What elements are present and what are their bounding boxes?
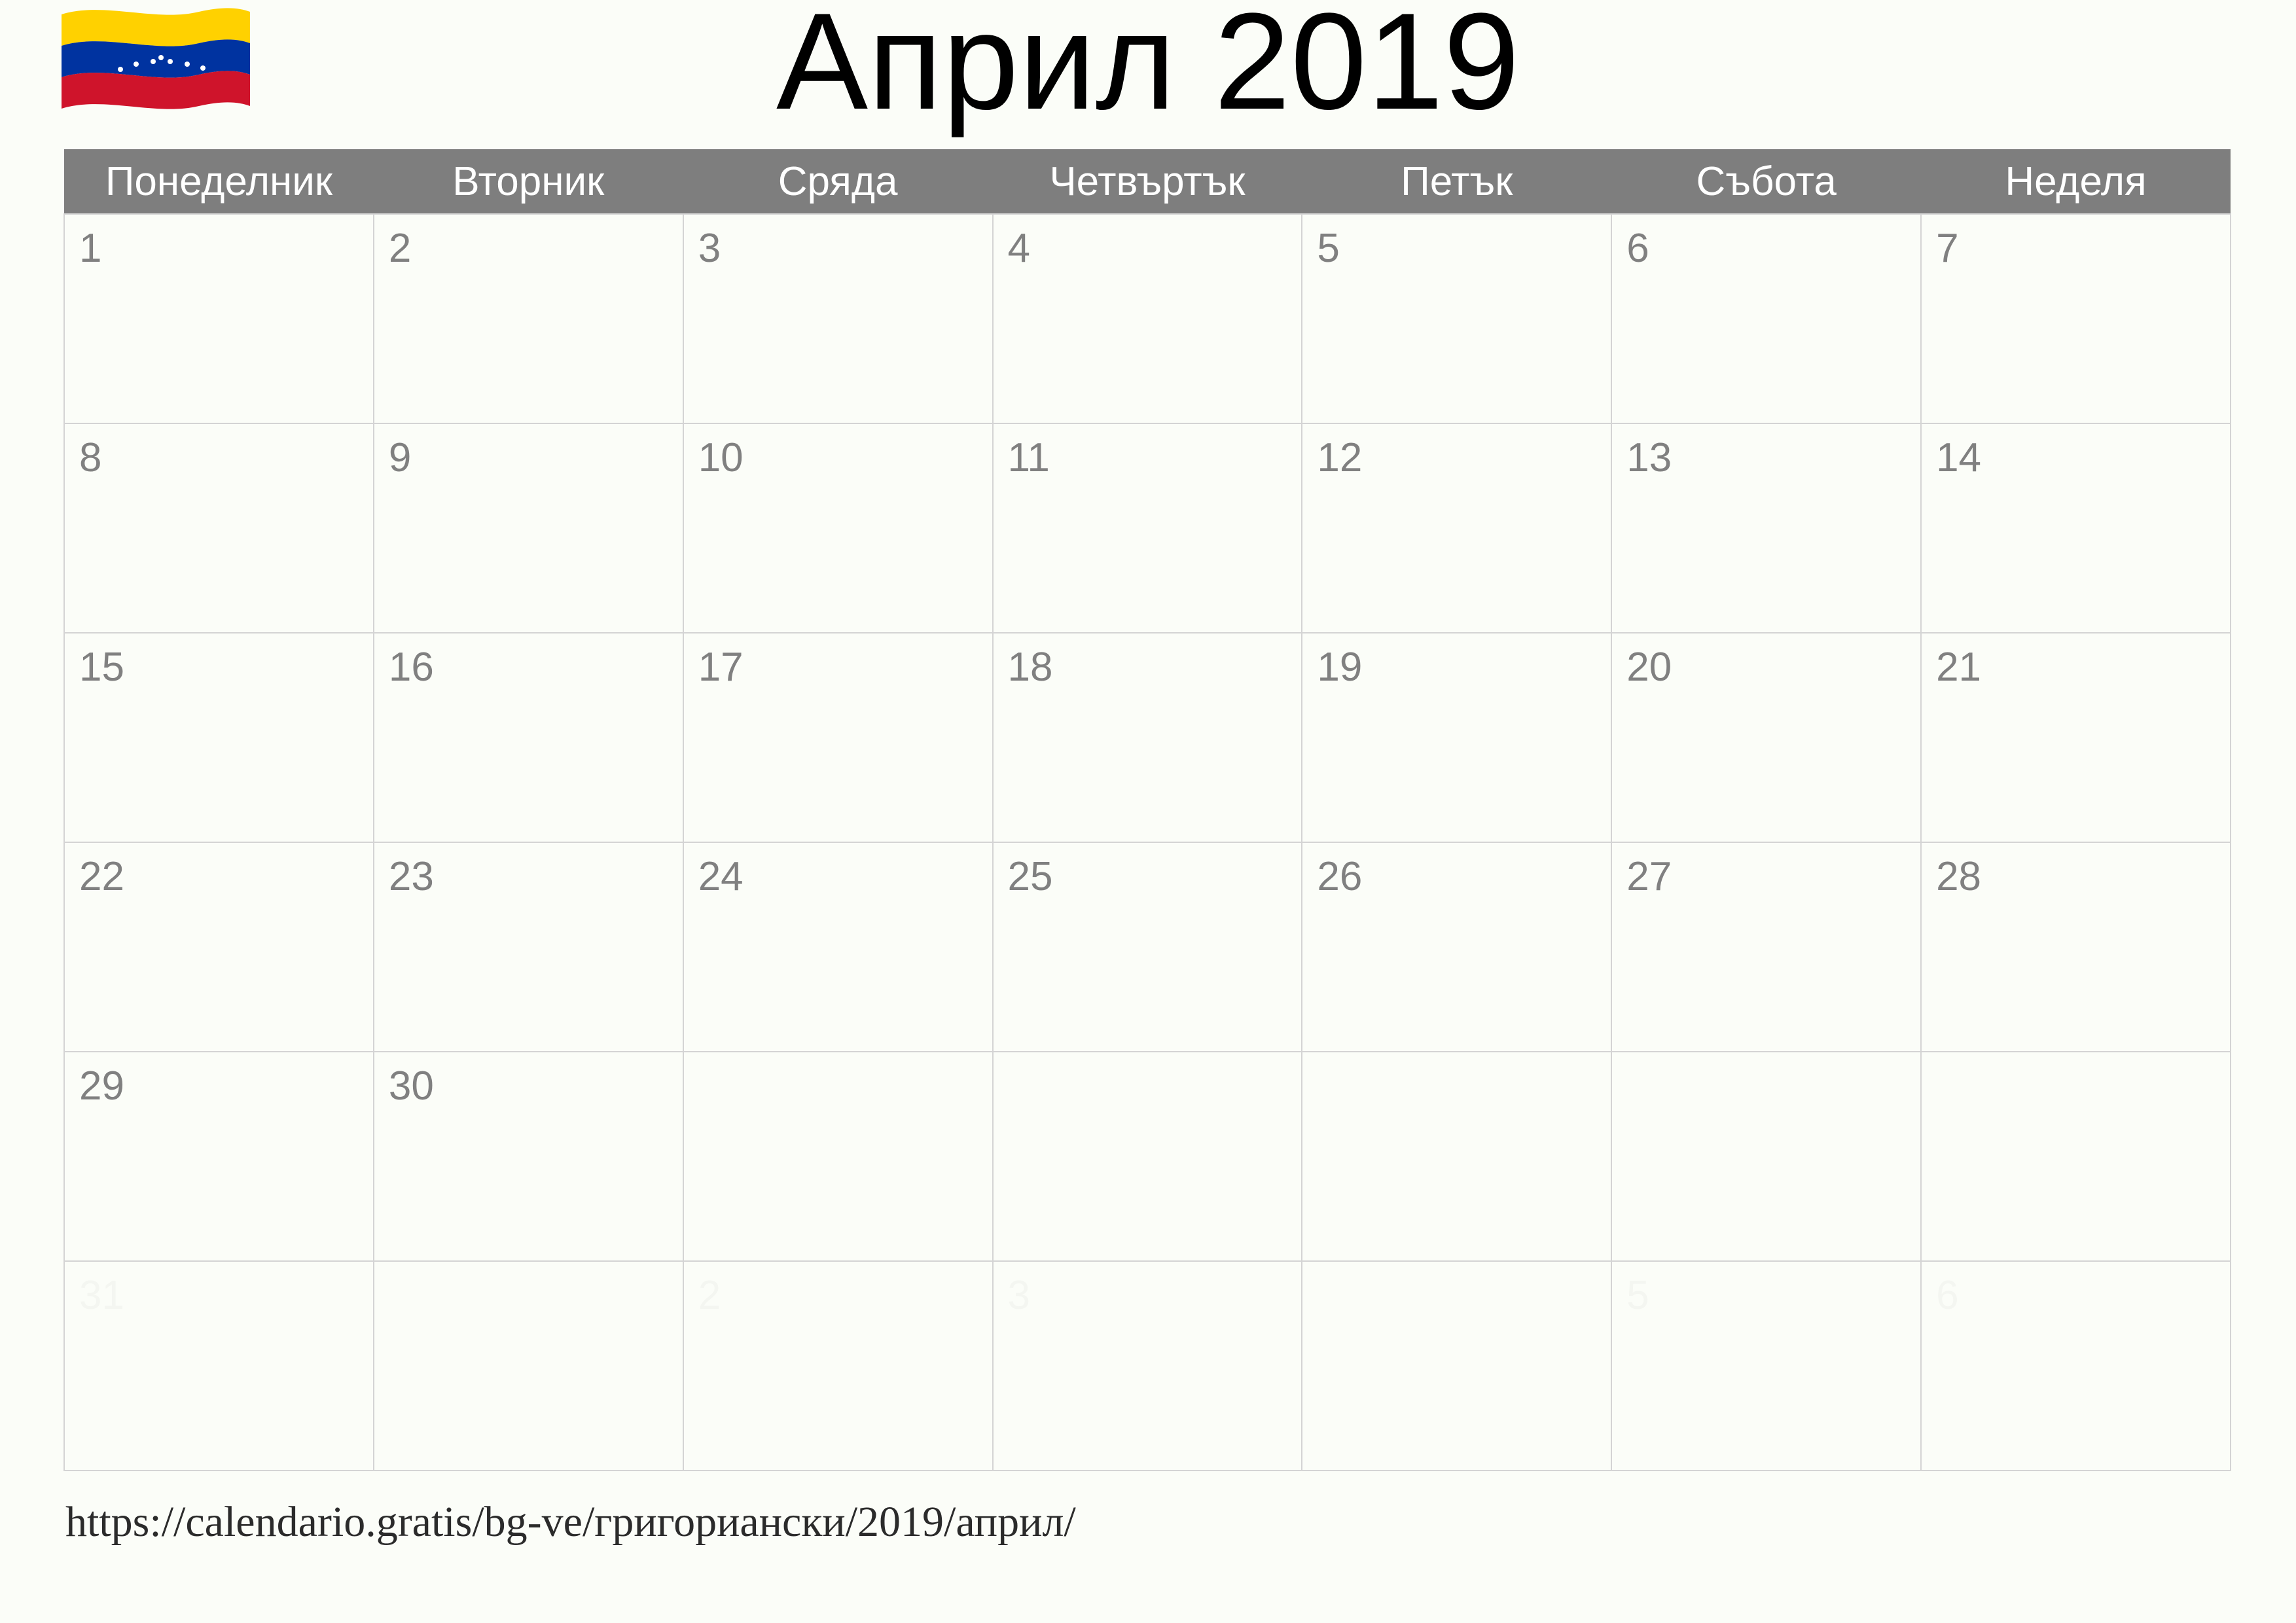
day-number <box>1302 1262 1611 1272</box>
day-number: 26 <box>1317 854 1363 899</box>
calendar-week-row <box>64 214 2231 423</box>
day-number <box>1922 1052 2230 1063</box>
calendar-day-cell[interactable] <box>1611 1261 1921 1471</box>
day-number: 19 <box>1317 645 1363 690</box>
day-number: 24 <box>698 854 744 899</box>
calendar-day-cell[interactable] <box>1611 633 1921 842</box>
calendar-day-cell[interactable] <box>1921 214 2231 423</box>
calendar-day-cell[interactable] <box>1921 423 2231 633</box>
day-number: 10 <box>698 435 744 480</box>
day-number: 27 <box>1626 854 1672 899</box>
calendar-day-cell[interactable] <box>374 633 683 842</box>
calendar-grid <box>63 149 2231 1471</box>
calendar-day-cell[interactable] <box>1611 423 1921 633</box>
weekday-header-wednesday: Сряда <box>683 149 993 214</box>
day-number: 31 <box>79 1273 124 1318</box>
calendar-day-cell[interactable] <box>993 842 1302 1052</box>
weekday-header-monday: Понеделник <box>64 149 374 214</box>
day-number: 23 <box>388 854 434 899</box>
calendar-day-cell[interactable] <box>1302 1261 1611 1471</box>
calendar-day-cell[interactable] <box>993 423 1302 633</box>
day-number: 5 <box>1317 226 1340 271</box>
day-number: 2 <box>388 226 412 271</box>
calendar-day-cell[interactable] <box>1921 633 2231 842</box>
day-number <box>994 1052 1302 1063</box>
calendar-day-cell[interactable] <box>1302 214 1611 423</box>
calendar-day-cell[interactable] <box>64 1261 374 1471</box>
day-number <box>374 1262 683 1272</box>
calendar-week-row <box>64 1052 2231 1261</box>
calendar-day-cell[interactable] <box>1302 842 1611 1052</box>
weekday-header-sunday: Неделя <box>1921 149 2231 214</box>
day-number: 7 <box>1936 226 1959 271</box>
day-number: 4 <box>1007 226 1031 271</box>
day-number: 22 <box>79 854 124 899</box>
calendar-day-cell[interactable] <box>374 1261 683 1471</box>
calendar-day-cell[interactable] <box>64 1052 374 1261</box>
calendar-day-cell[interactable] <box>374 214 683 423</box>
calendar-week-row <box>64 633 2231 842</box>
day-number <box>1302 1052 1611 1063</box>
day-number: 18 <box>1007 645 1053 690</box>
calendar-week-row-overflow <box>64 1261 2231 1471</box>
calendar-day-cell[interactable] <box>374 1052 683 1261</box>
calendar-day-cell[interactable] <box>993 1261 1302 1471</box>
day-number: 30 <box>388 1063 434 1109</box>
day-number: 16 <box>388 645 434 690</box>
calendar-day-cell[interactable] <box>1921 842 2231 1052</box>
day-number: 9 <box>388 435 412 480</box>
day-number: 14 <box>1936 435 1982 480</box>
calendar-day-cell[interactable] <box>64 423 374 633</box>
source-url[interactable]: https://calendario.gratis/bg-ve/григориански/2019/април/ <box>65 1498 1076 1546</box>
day-number: 12 <box>1317 435 1363 480</box>
weekday-header-saturday: Събота <box>1611 149 1921 214</box>
calendar-day-cell[interactable] <box>683 423 993 633</box>
calendar-day-cell[interactable] <box>1921 1052 2231 1261</box>
day-number: 13 <box>1626 435 1672 480</box>
calendar-day-cell[interactable] <box>683 842 993 1052</box>
day-number: 11 <box>1007 435 1050 480</box>
day-number <box>1612 1052 1920 1063</box>
day-number: 20 <box>1626 645 1672 690</box>
calendar-day-cell[interactable] <box>374 842 683 1052</box>
day-number: 8 <box>79 435 102 480</box>
calendar-day-cell[interactable] <box>1611 214 1921 423</box>
weekday-header-tuesday: Вторник <box>374 149 683 214</box>
day-number: 3 <box>698 226 721 271</box>
calendar-day-cell[interactable] <box>683 1052 993 1261</box>
day-number: 17 <box>698 645 744 690</box>
day-number: 6 <box>1626 226 1649 271</box>
weekday-header-row <box>64 149 2231 214</box>
day-number: 5 <box>1626 1273 1649 1318</box>
page-header <box>0 0 2296 141</box>
calendar-week-row <box>64 842 2231 1052</box>
calendar-day-cell[interactable] <box>683 214 993 423</box>
calendar-day-cell[interactable] <box>1611 842 1921 1052</box>
calendar-day-cell[interactable] <box>64 633 374 842</box>
calendar-day-cell[interactable] <box>64 842 374 1052</box>
day-number: 21 <box>1936 645 1982 690</box>
calendar-day-cell[interactable] <box>1611 1052 1921 1261</box>
page-title: Април 2019 <box>776 0 1520 138</box>
weekday-header-thursday: Четвъртък <box>993 149 1302 214</box>
calendar-day-cell[interactable] <box>1921 1261 2231 1471</box>
calendar-day-cell[interactable] <box>683 1261 993 1471</box>
calendar-day-cell[interactable] <box>1302 633 1611 842</box>
weekday-header-friday: Петък <box>1302 149 1611 214</box>
day-number: 28 <box>1936 854 1982 899</box>
day-number: 1 <box>79 226 102 271</box>
calendar-day-cell[interactable] <box>993 214 1302 423</box>
calendar-week-row <box>64 423 2231 633</box>
calendar-day-cell[interactable] <box>683 633 993 842</box>
day-number <box>684 1052 992 1063</box>
calendar-day-cell[interactable] <box>1302 423 1611 633</box>
calendar-day-cell[interactable] <box>64 214 374 423</box>
day-number: 6 <box>1936 1273 1959 1318</box>
day-number: 15 <box>79 645 124 690</box>
calendar-day-cell[interactable] <box>374 423 683 633</box>
day-number: 3 <box>1007 1273 1031 1318</box>
calendar-day-cell[interactable] <box>993 633 1302 842</box>
day-number: 2 <box>698 1273 721 1318</box>
day-number: 29 <box>79 1063 124 1109</box>
calendar-day-cell[interactable] <box>993 1052 1302 1261</box>
day-number: 25 <box>1007 854 1053 899</box>
calendar-day-cell[interactable] <box>1302 1052 1611 1261</box>
